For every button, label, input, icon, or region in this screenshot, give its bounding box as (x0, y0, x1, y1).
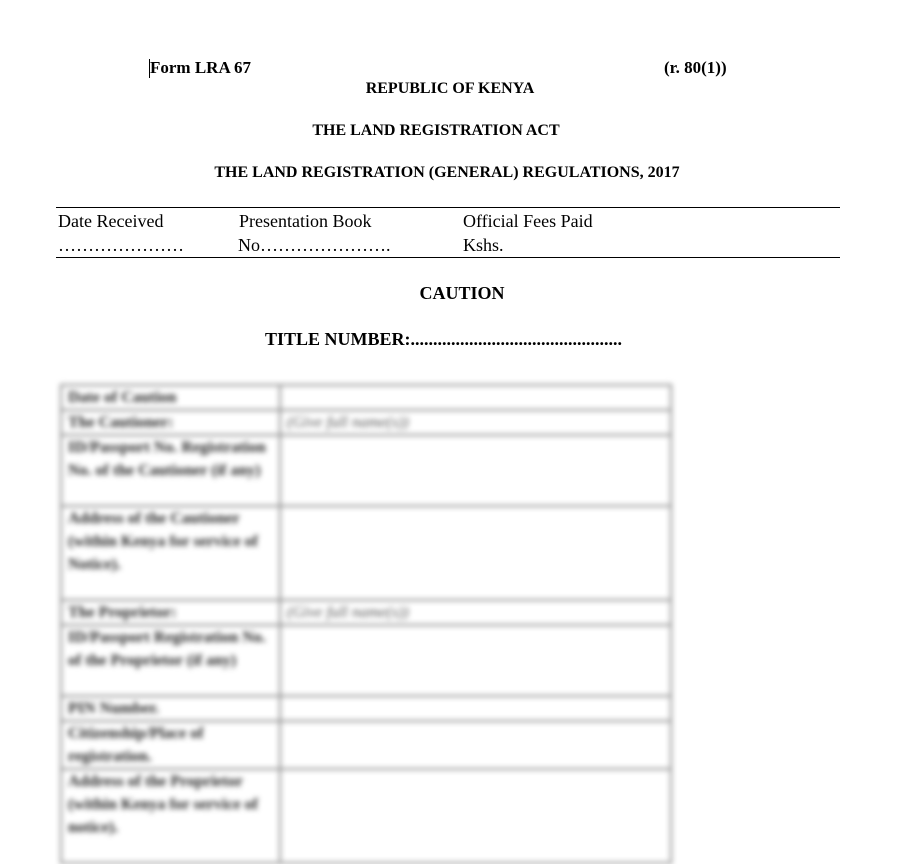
form-row-value[interactable] (280, 506, 671, 600)
form-row-label: Address of the Proprietor (within Kenya for service of notice). (61, 769, 280, 863)
form-row-label: The Proprietor: (61, 600, 280, 625)
act-heading: THE LAND REGISTRATION ACT (312, 122, 560, 139)
form-row (61, 696, 671, 721)
form-row (61, 410, 671, 435)
top-divider (56, 207, 840, 208)
form-row (61, 625, 671, 696)
form-row-label: The Cautioner: (61, 410, 280, 435)
date-received-label: Date Received (58, 211, 164, 231)
form-row-label: ID/Passport No. Registration No. of the Cautioner (if any) (61, 435, 280, 506)
regulations-heading: THE LAND REGISTRATION (GENERAL) REGULATIONS, 2017 (214, 164, 680, 181)
form-row-label: Date of Caution (61, 385, 280, 410)
form-row (61, 435, 671, 506)
caution-heading: CAUTION (419, 283, 505, 303)
form-row (61, 385, 671, 410)
form-label: Form LRA 67 (150, 58, 252, 77)
fees-value: Kshs. (463, 235, 504, 255)
form-row-value[interactable]: (Give full name(s)) (280, 600, 671, 625)
bottom-divider (56, 257, 840, 258)
presentation-book-value: No…………………. (238, 235, 391, 255)
form-row-label: Address of the Cautioner (within Kenya for service of Notice). (61, 506, 280, 600)
form-row-label: PIN Number. (61, 696, 280, 721)
rule-reference: (r. 80(1)) (664, 58, 727, 77)
republic-heading: REPUBLIC OF KENYA (365, 80, 535, 97)
fees-label: Official Fees Paid (463, 211, 593, 231)
form-row-value[interactable] (280, 721, 671, 769)
form-row-value[interactable] (280, 385, 671, 410)
form-row-value[interactable] (280, 435, 671, 506)
form-row-value[interactable]: (Give full name(s)) (280, 410, 671, 435)
title-number-line: TITLE NUMBER:............................................... (265, 329, 623, 349)
caution-form-table (60, 384, 672, 864)
form-row (61, 506, 671, 600)
presentation-book-label: Presentation Book (239, 211, 372, 231)
form-row (61, 721, 671, 769)
form-row-value[interactable] (280, 769, 671, 863)
form-row-label: Citizenship/Place of registration. (61, 721, 280, 769)
date-received-value: ………………… (58, 235, 184, 255)
form-row-value[interactable] (280, 696, 671, 721)
form-row (61, 600, 671, 625)
form-row-value[interactable] (280, 625, 671, 696)
form-row-label: ID/Passport Registration No. of the Proprietor (if any) (61, 625, 280, 696)
form-row (61, 769, 671, 863)
caution-form-table-blurred (60, 384, 682, 864)
